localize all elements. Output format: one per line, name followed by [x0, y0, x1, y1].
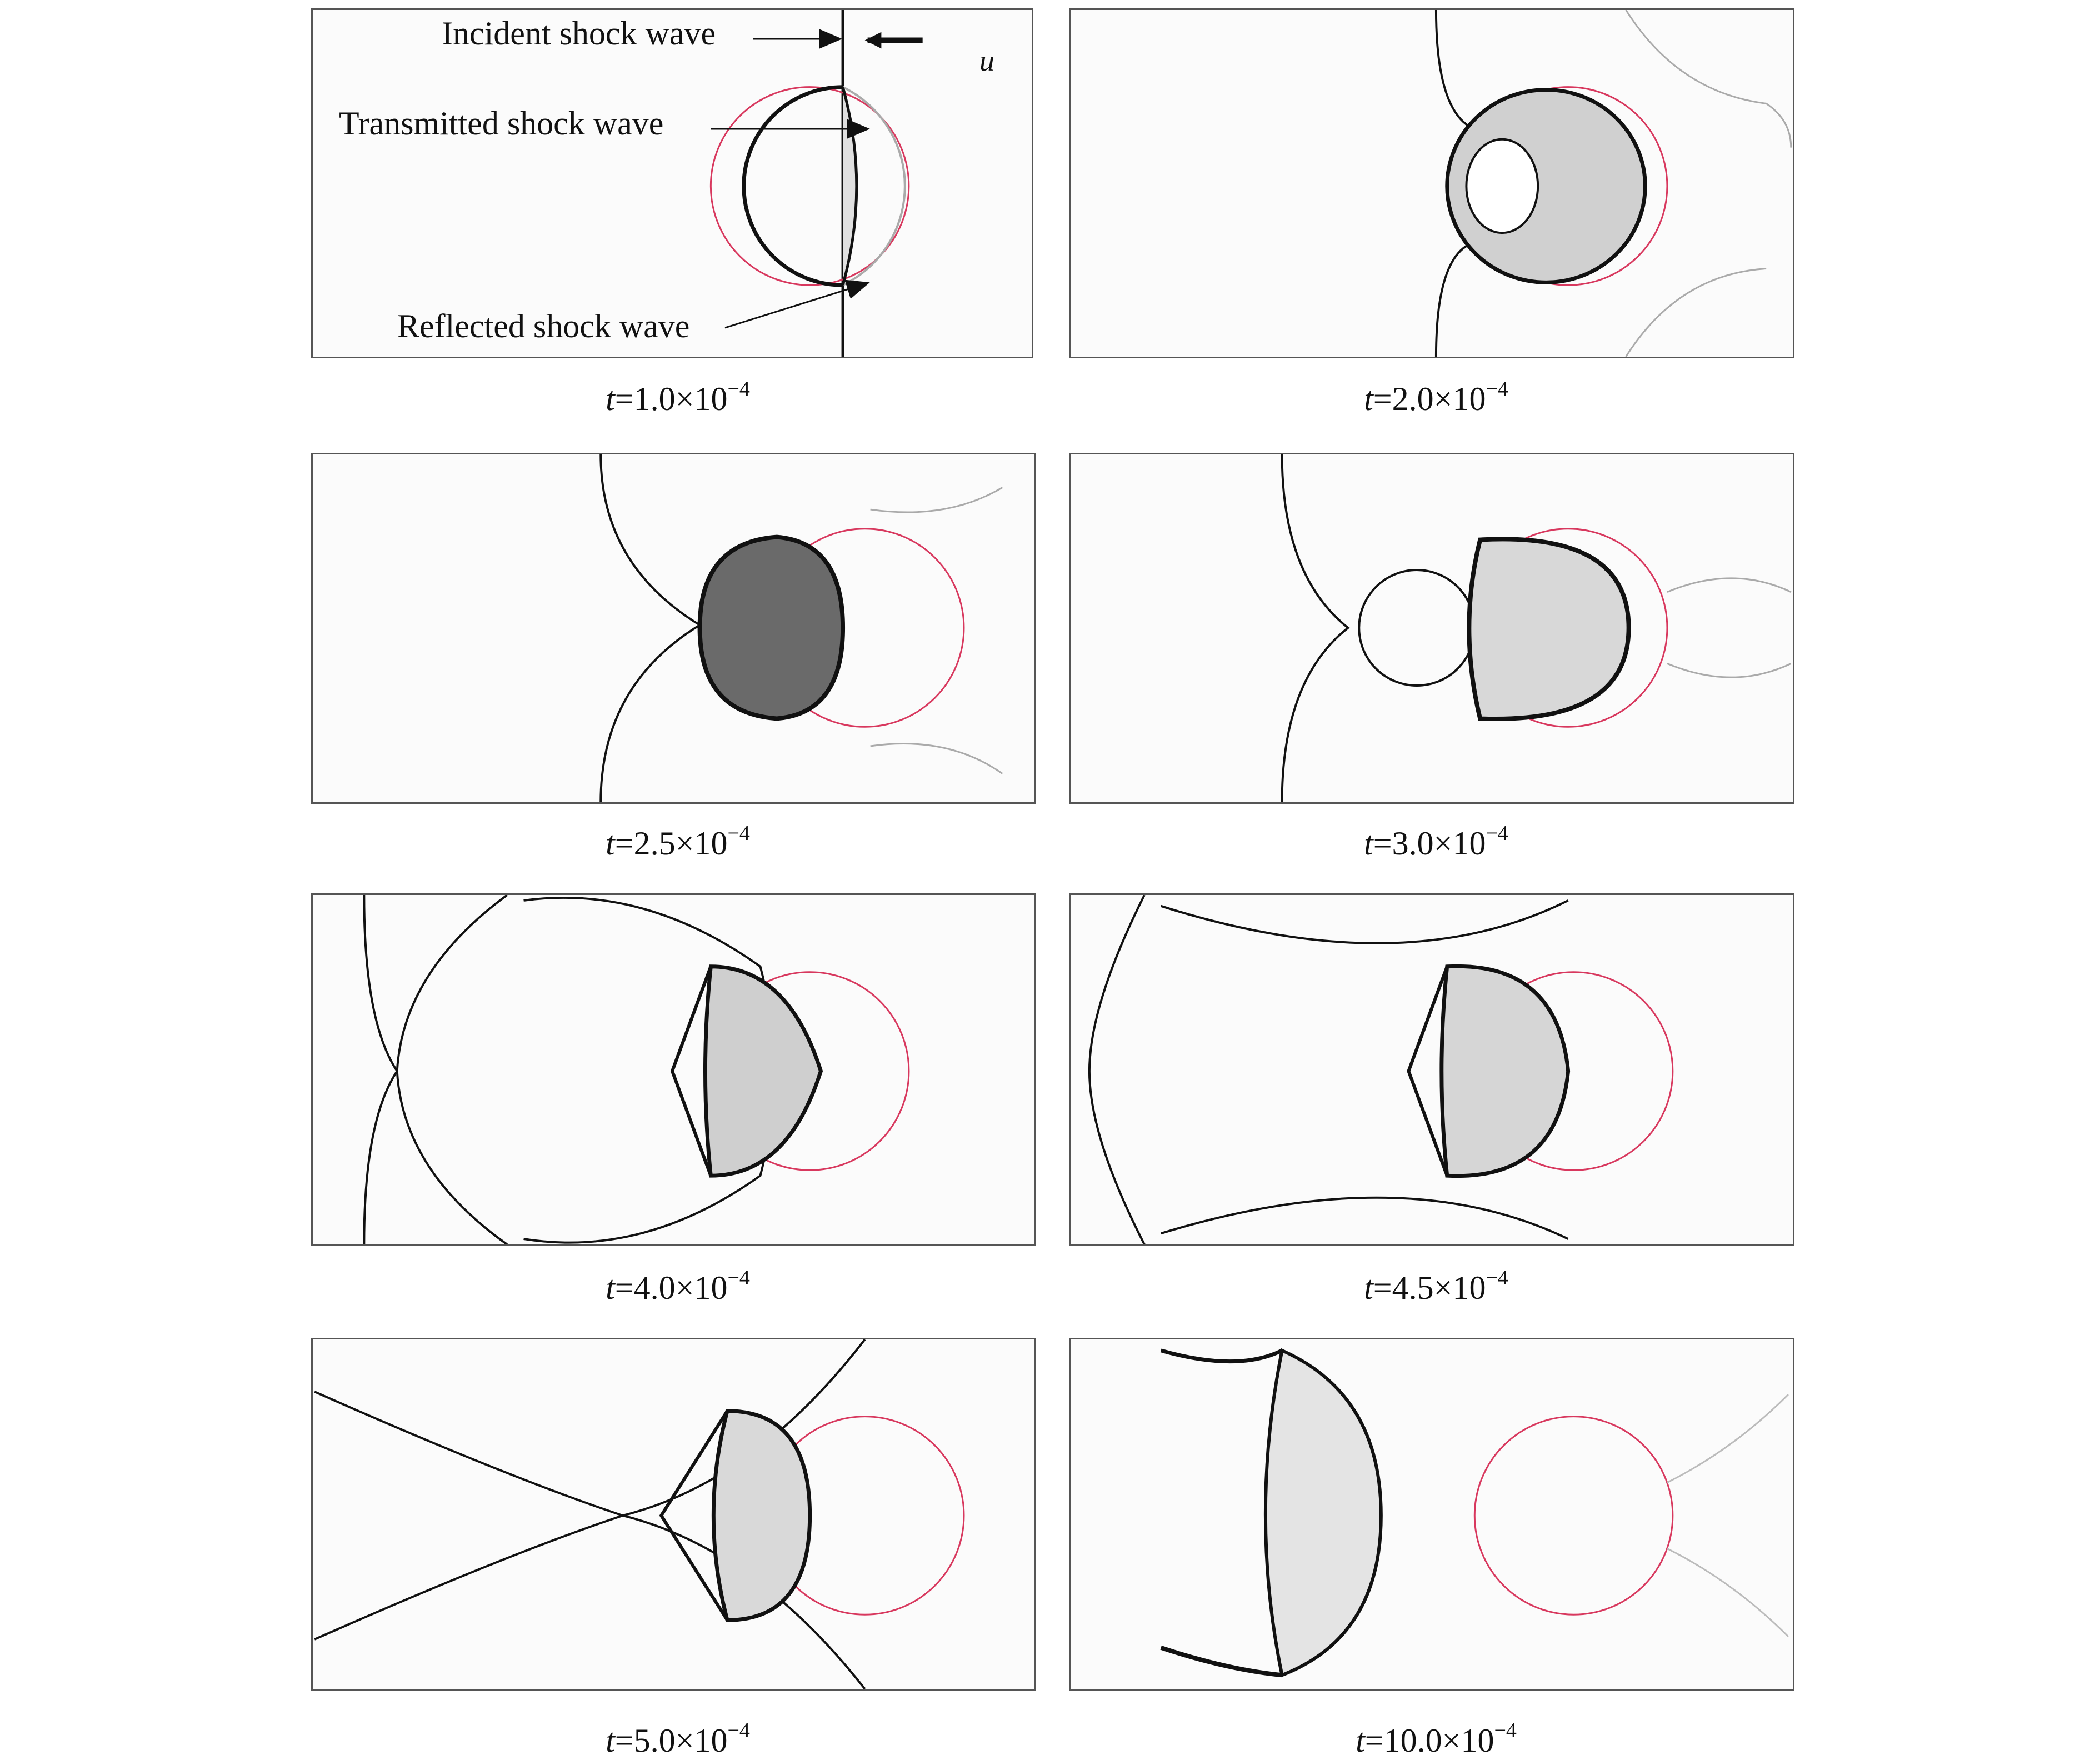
panel-t6-field	[1071, 895, 1793, 1244]
panel-t2	[1069, 8, 1794, 358]
caption-t6: $t=4.5\times 10^{-4}$	[1364, 1266, 1508, 1306]
panel-t4-field	[1071, 454, 1793, 802]
panel-t7	[311, 1338, 1036, 1691]
panel-t3-field	[313, 454, 1034, 802]
panel-t8	[1069, 1338, 1794, 1691]
panel-t8-field	[1071, 1339, 1793, 1689]
panel-t4	[1069, 453, 1794, 804]
panel-t7-field	[313, 1339, 1034, 1689]
panel-t5	[311, 893, 1036, 1246]
panel-t2-field	[1071, 10, 1793, 357]
caption-t2: $t=2.0\times 10^{-4}$	[1364, 377, 1508, 417]
caption-t4: $t=3.0\times 10^{-4}$	[1364, 822, 1508, 862]
caption-t7: $t=5.0\times 10^{-4}$	[606, 1719, 750, 1759]
panel-t6	[1069, 893, 1794, 1246]
caption-t1: $t=1.0\times 10^{-4}$	[606, 377, 750, 417]
label-reflected-shock: Reflected shock wave	[397, 308, 690, 344]
panel-t1	[311, 8, 1033, 358]
caption-t3: $t=2.5\times 10^{-4}$	[606, 822, 750, 862]
caption-t5: $t=4.0\times 10^{-4}$	[606, 1266, 750, 1306]
bubble-interface	[744, 87, 843, 286]
label-incident-shock: Incident shock wave	[442, 15, 716, 52]
panel-t3	[311, 453, 1036, 804]
label-transmitted-shock: Transmitted shock wave	[339, 105, 664, 142]
transmitted-shock	[843, 87, 857, 286]
panel-t5-field	[313, 895, 1034, 1244]
caption-t8: $t=10.0\times 10^{-4}$	[1356, 1719, 1517, 1759]
panel-t1-field	[313, 10, 1032, 357]
velocity-symbol: u	[979, 44, 994, 77]
